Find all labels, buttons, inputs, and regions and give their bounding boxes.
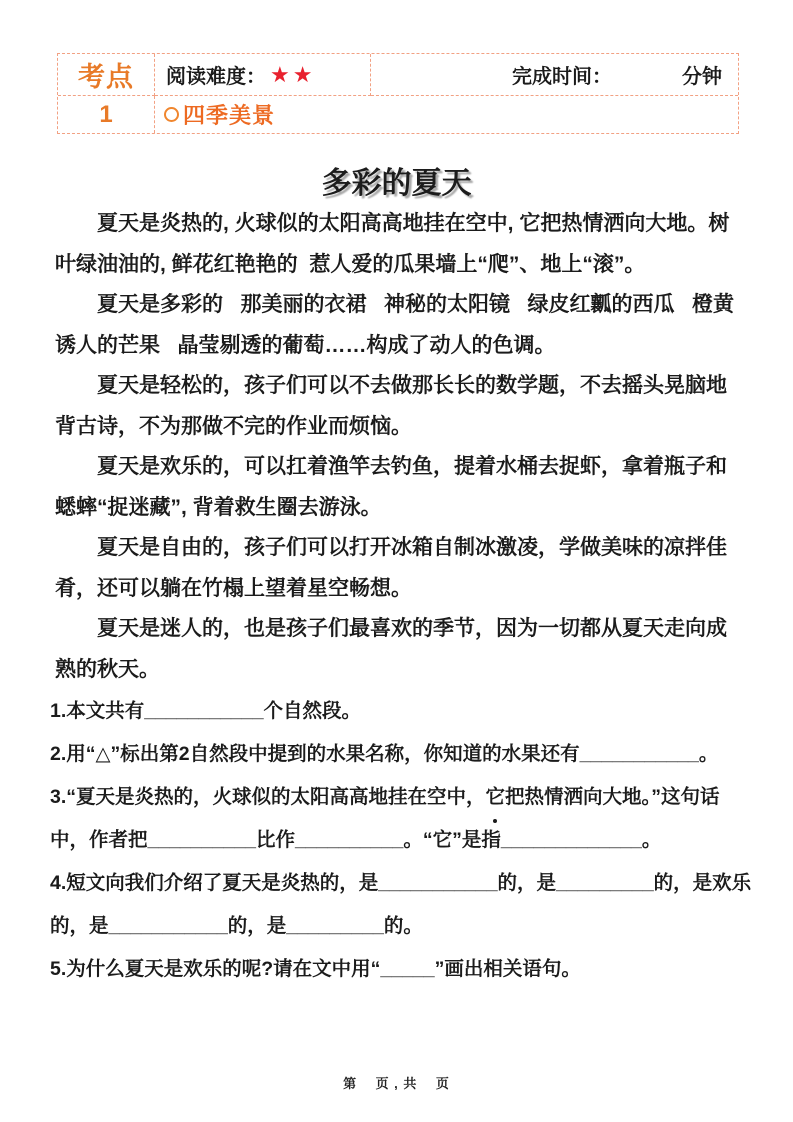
circle-icon: [164, 107, 179, 122]
time-unit-label: 分钟: [682, 66, 722, 88]
topic-title: 四季美景: [183, 103, 276, 128]
questions-section: [50, 690, 753, 991]
article-paragraph-2: 夏天是多彩的 那美丽的衣裙 神秘的太阳镜 绿皮红瓤的西瓜 橙黄诱人的芒果 晶莹剔透的葡萄……构成了动人的色调。: [55, 293, 735, 357]
exam-header-table: [57, 53, 739, 134]
question-3: [50, 776, 753, 862]
page-number-footer: 第 页 , 共 页: [343, 1076, 450, 1091]
question-3-pre: 3.“夏天是炎热的，火球似的太阳高高地挂在空中，: [50, 786, 486, 808]
question-1: 1.本文共有___________个自然段。: [50, 700, 362, 722]
article-paragraph-1: 夏天是炎热的, 火球似的太阳高高地挂在空中, 它把热情洒向大地。树叶绿油油的, 鲜花红艳艳的 惹人爱的瓜果墙上“爬”、地上“滚”。: [55, 212, 730, 276]
exam-point-label-text: 考点: [78, 62, 134, 92]
question-3-post: 把热情洒向大地。”这句话中，作者把__________比作__________。“它”是指_____________。: [50, 786, 720, 851]
exam-point-label: [58, 54, 155, 96]
article-title: 多彩的夏天: [321, 167, 472, 200]
difficulty-stars-icon: ★★: [270, 61, 316, 87]
article-paragraph-5: 夏天是自由的，孩子们可以打开冰箱自制冰激凌，学做美味的凉拌佳肴，还可以躺在竹榻上望着星空畅想。: [55, 536, 727, 600]
article-paragraph-4: 夏天是欢乐的，可以扛着渔竿去钓鱼，提着水桶去捉虾，拿着瓶子和蟋蟀“捉迷藏”, 背着救生圈去游泳。: [55, 455, 727, 519]
question-2: 2.用“△”标出第2自然段中提到的水果名称，你知道的水果还有___________。: [50, 743, 719, 765]
difficulty-label: 阅读难度：: [166, 66, 266, 88]
article-paragraph-6: 夏天是迷人的，也是孩子们最喜欢的季节，因为一切都从夏天走向成熟的秋天。: [55, 617, 727, 681]
reading-difficulty-cell: [155, 54, 371, 96]
question-3-emphasized-word: 它: [486, 776, 506, 819]
topic-cell: [155, 96, 738, 133]
exam-point-number: [58, 96, 155, 133]
article-paragraph-3: 夏天是轻松的，孩子们可以不去做那长长的数学题，不去摇头晃脑地背古诗，不为那做不完的作业而烦恼。: [55, 374, 727, 438]
exam-point-number-text: 1: [99, 100, 113, 128]
question-4: 4.短文向我们介绍了夏天是炎热的，是___________的，是_________的，是欢乐的，是___________的，是_________的。: [50, 872, 752, 937]
article-body: [55, 204, 745, 690]
time-label: 完成时间：: [512, 66, 612, 88]
question-5: 5.为什么夏天是欢乐的呢?请在文中用“_____”画出相关语句。: [50, 958, 581, 980]
completion-time-cell: [371, 54, 738, 96]
